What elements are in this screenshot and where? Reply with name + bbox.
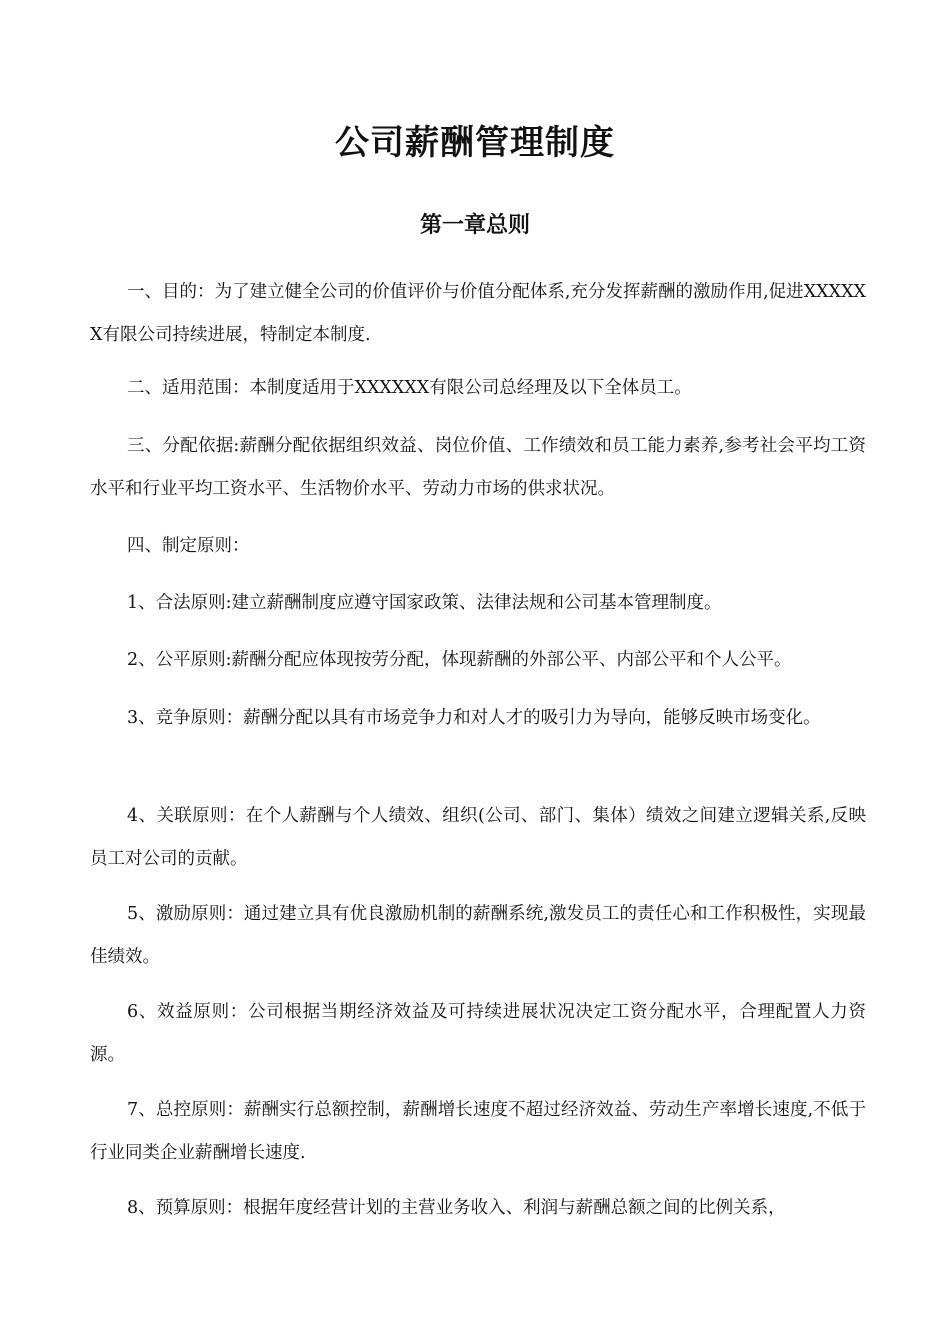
paragraph-purpose: 一、目的：为了建立健全公司的价值评价与价值分配体系,充分发挥薪酬的激励作用,促进XXXXXX有限公司持续进展，特制定本制度. [90, 282, 866, 345]
paragraph-principle-benefit: 6、效益原则：公司根据当期经济效益及可持续进展状况决定工资分配水平，合理配置人力资源。 [90, 1002, 866, 1065]
document-title: 公司薪酬管理制度 [335, 123, 615, 163]
paragraph-principle-fairness: 2、公平原则:薪酬分配应体现按劳分配，体现薪酬的外部公平、内部公平和个人公平。 [127, 650, 792, 670]
paragraph-principle-budget: 8、预算原则：根据年度经营计划的主营业务收入、利润与薪酬总额之间的比例关系， [127, 1198, 786, 1218]
paragraph-principle-association: 4、关联原则：在个人薪酬与个人绩效、组织(公司、部门、集体）绩效之间建立逻辑关系,反映员工对公司的贡献。 [90, 806, 866, 869]
paragraph-basis: 三、分配依据:薪酬分配依据组织效益、岗位价值、工作绩效和员工能力素养,参考社会平均工资水平和行业平均工资水平、生活物价水平、劳动力市场的供求状况。 [90, 436, 866, 499]
paragraph-scope: 二、适用范围：本制度适用于XXXXXX有限公司总经理及以下全体员工。 [127, 378, 692, 398]
paragraph-principle-legal: 1、合法原则:建立薪酬制度应遵守国家政策、法律法规和公司基本管理制度。 [127, 593, 722, 613]
paragraph-principle-incentive: 5、激励原则：通过建立具有优良激励机制的薪酬系统,激发员工的责任心和工作积极性，实现最佳绩效。 [90, 904, 866, 967]
paragraph-principle-total-control: 7、总控原则：薪酬实行总额控制，薪酬增长速度不超过经济效益、劳动生产率增长速度,不低于行业同类企业薪酬增长速度. [90, 1100, 866, 1163]
chapter-title: 第一章总则 [419, 213, 530, 238]
paragraph-principles-heading: 四、制定原则： [127, 536, 250, 556]
paragraph-principle-competition: 3、竞争原则：薪酬分配以具有市场竞争力和对人才的吸引力为导向，能够反映市场变化。 [127, 708, 821, 728]
